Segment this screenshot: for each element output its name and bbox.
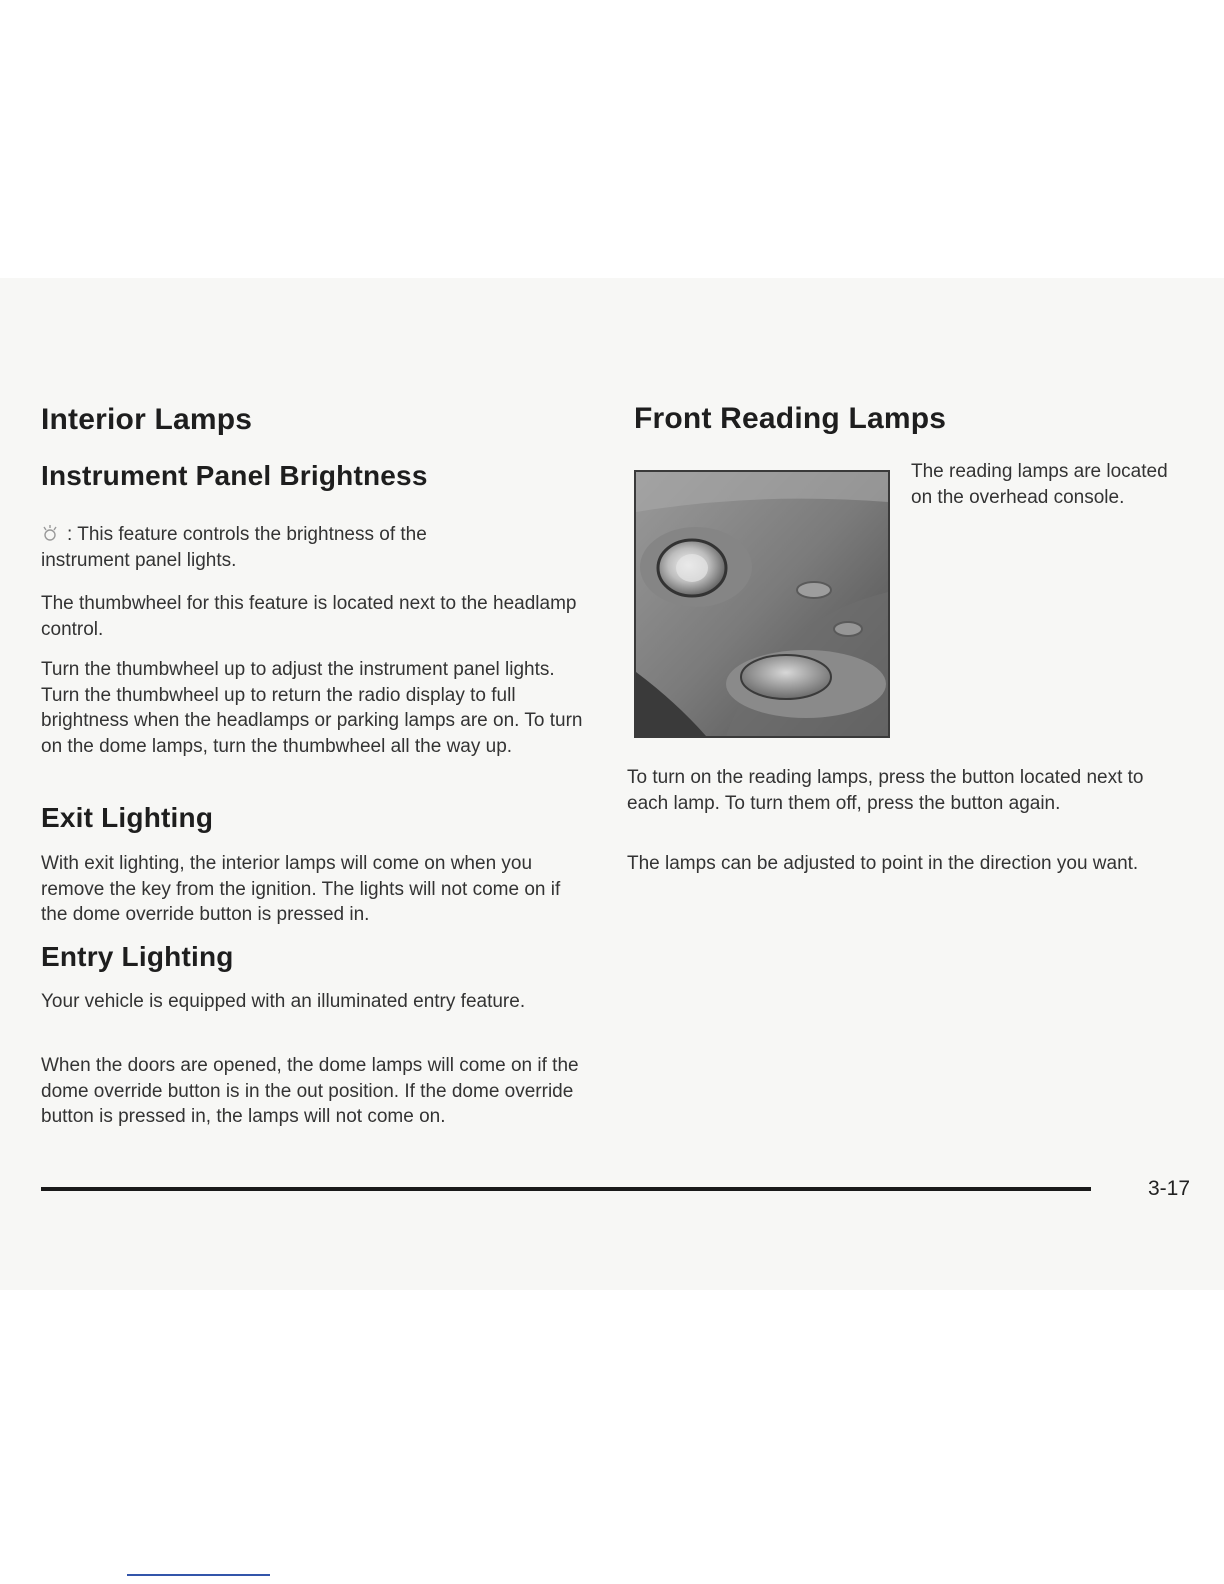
reading-lamps-adjust-paragraph: The lamps can be adjusted to point in the direction you want.: [627, 853, 1139, 874]
panel-intro-paragraph: [41, 522, 511, 573]
heading-interior-lamps: Interior Lamps: [41, 403, 253, 436]
entry-lighting-paragraph-1: Your vehicle is equipped with an illuminated entry feature.: [41, 991, 526, 1012]
entry-lighting-paragraph-2: When the doors are opened, the dome lamps will come on if the dome override button is in the out position. If the dome override button is pressed in, the lamps will not come on.: [41, 1055, 579, 1127]
heading-front-reading-lamps: Front Reading Lamps: [634, 402, 947, 435]
exit-lighting-paragraph: With exit lighting, the interior lamps will come on when you remove the key from the ignition. The lights will not come on if the dome override button is pressed in.: [41, 853, 561, 925]
heading-instrument-panel-brightness: Instrument Panel Brightness: [41, 460, 428, 491]
page-number: 3-17: [1148, 1177, 1191, 1200]
reading-lamps-caption: The reading lamps are located on the overhead console.: [911, 461, 1168, 508]
heading-exit-lighting: Exit Lighting: [41, 802, 214, 833]
panel-adjust-paragraph: Turn the thumbwheel up to adjust the instrument panel lights. Turn the thumbwheel up to return the radio display to full brightness when the headlamps or parking lamps are on. To turn on the dome lamps, turn the thumbwheel all the way up.: [41, 659, 583, 757]
footer-rule: [41, 1187, 1091, 1191]
bottom-link-underline[interactable]: [127, 1574, 270, 1576]
heading-entry-lighting: Entry Lighting: [41, 941, 234, 972]
instrument-panel-brightness-icon: [41, 523, 63, 543]
panel-thumbwheel-paragraph: The thumbwheel for this feature is located next to the headlamp control.: [41, 593, 577, 640]
reading-lamps-operation-paragraph: To turn on the reading lamps, press the button located next to each lamp. To turn them off, press the button again.: [627, 767, 1144, 814]
reading-lamps-photo: [634, 470, 890, 738]
panel-intro-text: : This feature controls the brightness of the instrument panel lights.: [41, 524, 427, 571]
